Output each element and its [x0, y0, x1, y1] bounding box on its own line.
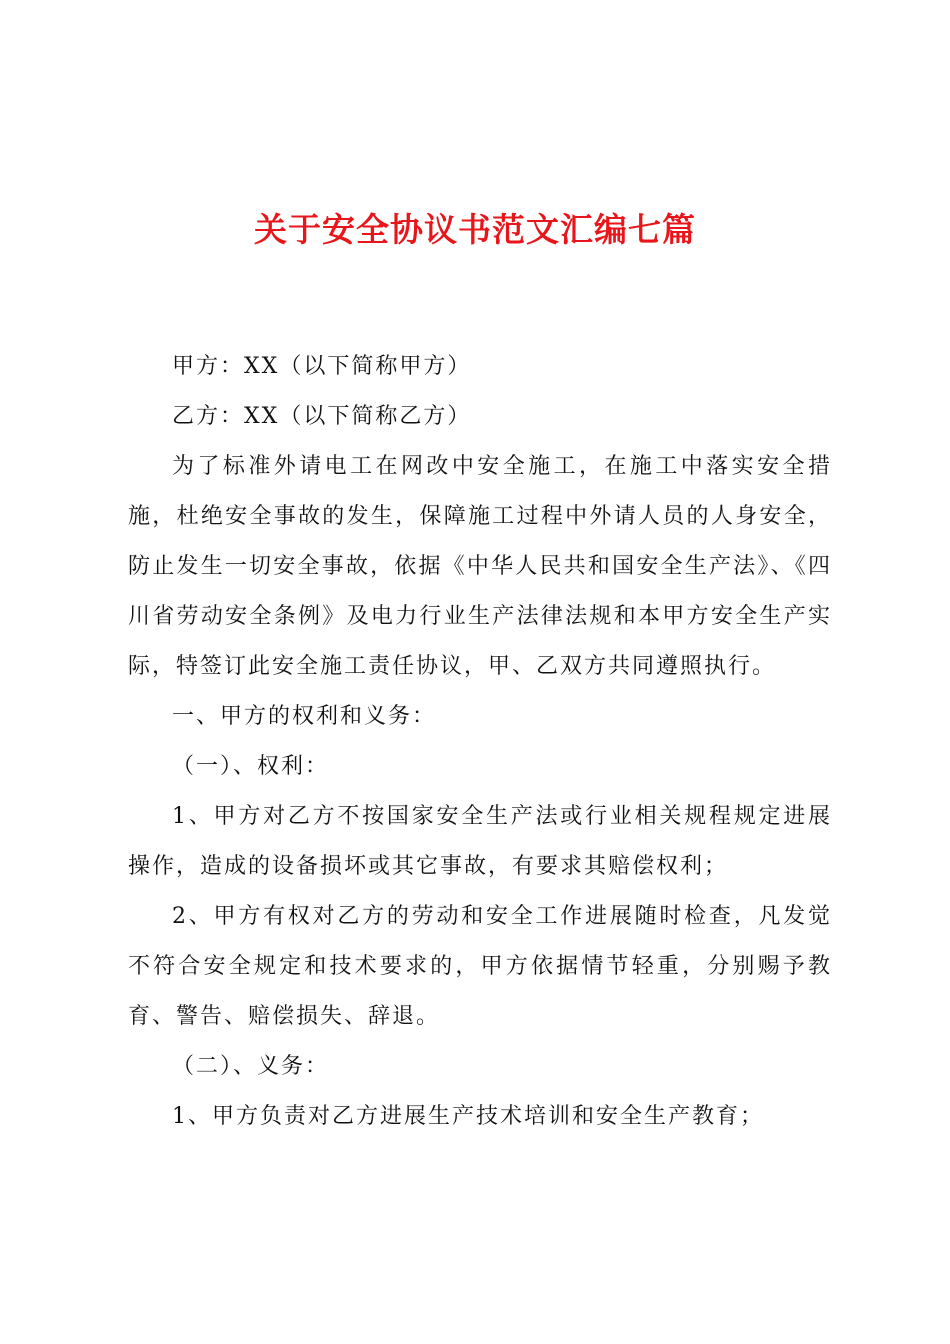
party-a-line: 甲方：XX（以下简称甲方）	[172, 354, 472, 379]
obligations-item-1: 1、甲方负责对乙方进展生产技术培训和安全生产教育；	[172, 1104, 764, 1129]
document-body	[128, 342, 832, 1142]
party-b-line: 乙方：XX（以下简称乙方）	[172, 404, 472, 429]
document-title: 关于安全协议书范文汇编七篇	[254, 210, 696, 249]
rights-item-2: 2、甲方有权对乙方的劳动和安全工作进展随时检查，凡发觉不符合安全规定和技术要求的，甲方依据情节轻重，分别赐予教育、警告、赔偿损失、辞退。	[128, 904, 832, 1029]
section-heading-party-a: 一、甲方的权利和义务：	[172, 704, 437, 729]
preamble-paragraph: 为了标准外请电工在网改中安全施工，在施工中落实安全措施，杜绝安全事故的发生，保障施工过程中外请人员的人身安全，防止发生一切安全事故，依据《中华人民共和国安全生产法》、《四川省劳动安全条例》及电力行业生产法律法规和本甲方安全生产实际，特签订此安全施工责任协议，甲、乙双方共同遵照执行。	[128, 454, 832, 679]
rights-item-1: 1、甲方对乙方不按国家安全生产法或行业相关规程规定进展操作，造成的设备损坏或其它事故，有要求其赔偿权利；	[128, 804, 832, 879]
subsection-heading-obligations: （二）、义务：	[172, 1054, 330, 1079]
subsection-heading-rights: （一）、权利：	[172, 754, 330, 779]
